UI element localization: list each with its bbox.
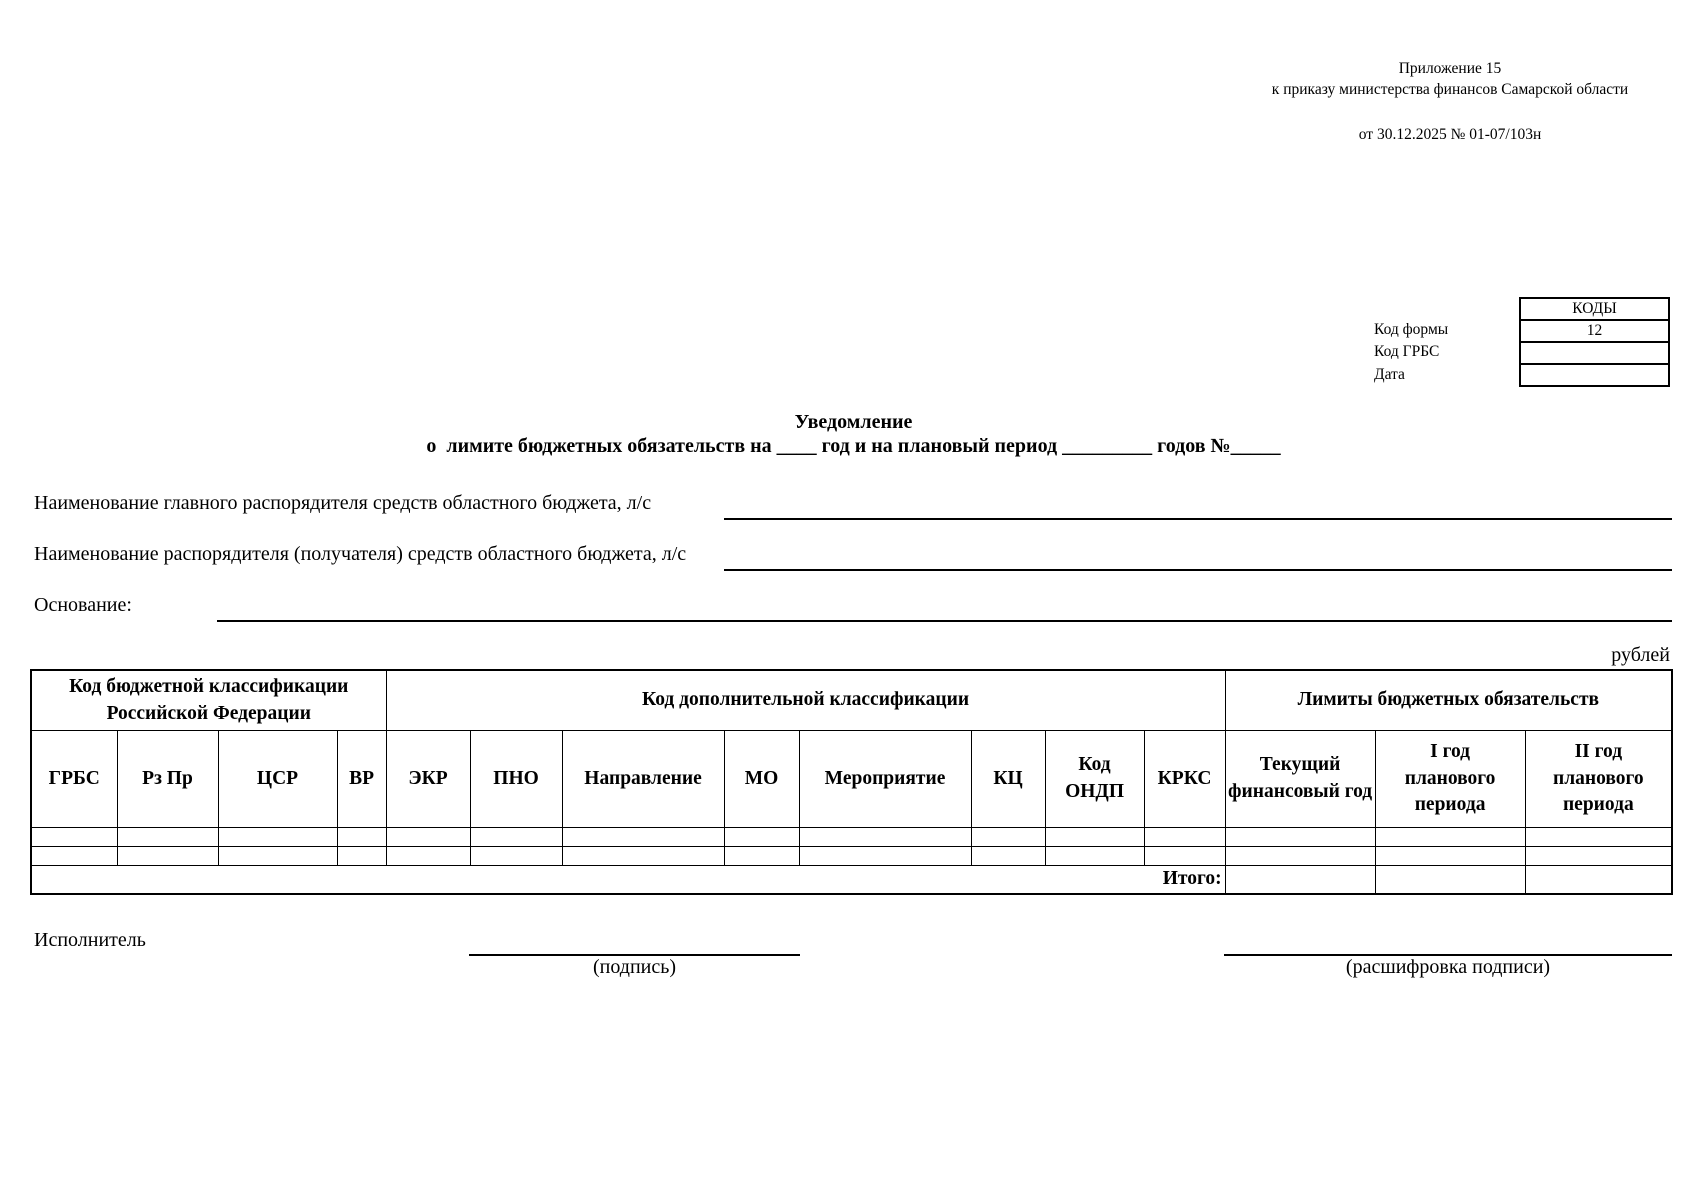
- order-date: от 30.12.2025 № 01-07/103н: [1358, 126, 1542, 143]
- form-code-value[interactable]: 12: [1520, 320, 1669, 342]
- executor-label: Исполнитель: [34, 929, 146, 951]
- table-cell[interactable]: [218, 828, 337, 847]
- manager-recipient-label: Наименование распорядителя (получателя) средств областного бюджета, л/с: [34, 543, 687, 565]
- group-header-additional-classification: Код дополнительной классификации: [386, 670, 1225, 731]
- table-cell[interactable]: [1375, 847, 1525, 866]
- column-header: Мероприятие: [799, 731, 971, 828]
- group-header-limits: Лимиты бюджетных обязательств: [1225, 670, 1672, 731]
- table-cell[interactable]: [386, 847, 470, 866]
- total-second-plan-year[interactable]: [1525, 866, 1672, 894]
- table-cell[interactable]: [799, 828, 971, 847]
- basis-line[interactable]: [217, 620, 1672, 622]
- group-header-budget-classification: Код бюджетной классификации Российской Федерации: [31, 670, 386, 731]
- limits-table: [30, 669, 1673, 895]
- total-row: [31, 866, 1672, 894]
- codes-box: [1519, 297, 1670, 387]
- main-manager-label: Наименование главного распорядителя средств областного бюджета, л/с: [34, 492, 652, 514]
- table-cell[interactable]: [1525, 847, 1672, 866]
- column-header: КЦ: [971, 731, 1045, 828]
- table-cell[interactable]: [1375, 828, 1525, 847]
- table-cell[interactable]: [470, 828, 562, 847]
- column-header: ГРБС: [31, 731, 117, 828]
- table-cell[interactable]: [337, 828, 386, 847]
- table-cell[interactable]: [724, 828, 799, 847]
- column-header: I год планового периода: [1375, 731, 1525, 828]
- date-value[interactable]: [1520, 364, 1669, 386]
- total-current-year[interactable]: [1225, 866, 1375, 894]
- table-cell[interactable]: [386, 828, 470, 847]
- table-cell[interactable]: [31, 828, 117, 847]
- manager-recipient-line[interactable]: [724, 569, 1672, 571]
- column-header: КРКС: [1144, 731, 1225, 828]
- table-cell[interactable]: [971, 847, 1045, 866]
- grbs-code-value[interactable]: [1520, 342, 1669, 364]
- column-header: II год планового периода: [1525, 731, 1672, 828]
- table-cell[interactable]: [1144, 828, 1225, 847]
- basis-label: Основание:: [34, 594, 132, 616]
- table-cell[interactable]: [1225, 847, 1375, 866]
- total-first-plan-year[interactable]: [1375, 866, 1525, 894]
- table-cell[interactable]: [117, 847, 218, 866]
- table-cell[interactable]: [724, 847, 799, 866]
- signature-caption: (подпись): [592, 956, 677, 978]
- column-header: Рз Пр: [117, 731, 218, 828]
- appendix-label: Приложение 15: [1398, 60, 1502, 77]
- column-header: Направление: [562, 731, 724, 828]
- main-manager-line[interactable]: [724, 518, 1672, 520]
- date-label: Дата: [1374, 366, 1405, 383]
- document-subtitle: о лимите бюджетных обязательств на ____ год и на плановый период _________ годов №_____: [426, 435, 1281, 457]
- signature-decode-caption: (расшифровка подписи): [1345, 956, 1551, 978]
- table-cell[interactable]: [470, 847, 562, 866]
- column-header: Текущий финансовый год: [1225, 731, 1375, 828]
- table-cell[interactable]: [337, 847, 386, 866]
- column-header: МО: [724, 731, 799, 828]
- table-cell[interactable]: [1045, 828, 1144, 847]
- table-cell[interactable]: [117, 828, 218, 847]
- total-label: Итого:: [31, 866, 1225, 894]
- table-row: [31, 828, 1672, 847]
- table-row: [31, 847, 1672, 866]
- table-cell[interactable]: [799, 847, 971, 866]
- order-reference: к приказу министерства финансов Самарской области: [1271, 80, 1629, 98]
- units-label: рублей: [1611, 644, 1670, 666]
- table-cell[interactable]: [1144, 847, 1225, 866]
- table-cell[interactable]: [1045, 847, 1144, 866]
- table-cell[interactable]: [562, 847, 724, 866]
- table-cell[interactable]: [562, 828, 724, 847]
- column-header: ПНО: [470, 731, 562, 828]
- document-title: Уведомление: [794, 411, 913, 433]
- column-header: Код ОНДП: [1045, 731, 1144, 828]
- form-code-label: Код формы: [1374, 321, 1449, 338]
- table-cell[interactable]: [31, 847, 117, 866]
- column-header: ЦСР: [218, 731, 337, 828]
- table-cell[interactable]: [971, 828, 1045, 847]
- table-cell[interactable]: [1225, 828, 1375, 847]
- table-cell[interactable]: [218, 847, 337, 866]
- column-header: ВР: [337, 731, 386, 828]
- column-header: ЭКР: [386, 731, 470, 828]
- grbs-code-label: Код ГРБС: [1374, 343, 1440, 360]
- codes-title: КОДЫ: [1520, 298, 1669, 320]
- table-cell[interactable]: [1525, 828, 1672, 847]
